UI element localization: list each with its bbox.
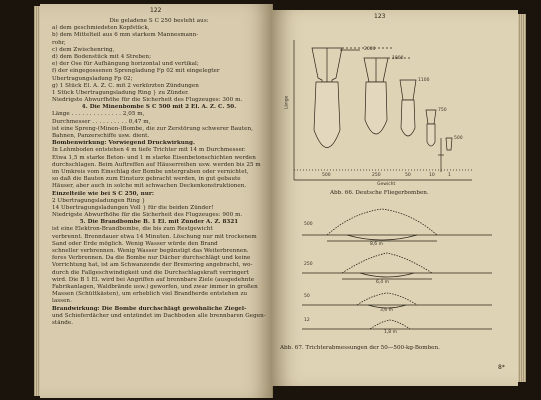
text-line: im Umkreis vom Einschlag der Bombe untergraben oder vernichtet, bbox=[52, 168, 249, 175]
text-line: lassen. bbox=[52, 298, 72, 305]
text-line: verbrennt. Brenndauer etwa 14 Minuten. Löschung nur mit trockenem bbox=[52, 233, 257, 240]
text-line: feres Verbrennen. Da die Bombe nur Dächer durchschlägt und keine bbox=[52, 255, 251, 262]
fig66-axis-weight: Gewicht bbox=[377, 182, 396, 187]
text-line: rohr, bbox=[52, 39, 66, 46]
left-page-number: 122 bbox=[150, 7, 162, 14]
bomb-50-drawing bbox=[400, 80, 416, 136]
text-line: stände. bbox=[52, 319, 74, 326]
text-line: Niedrigste Abwurfhöhe für die Sicherheit des Flugzeuges: 900 m. bbox=[52, 212, 243, 219]
text-line: ist eine Elektron-Brandbombe, die bis zum Restgewicht bbox=[52, 226, 213, 233]
text-line: wird. Die B 1 El. wird bei Angriffen auf brennbare Ziele (ausgedehnte bbox=[52, 276, 255, 283]
crater-250 bbox=[302, 253, 492, 277]
crater-width-500: 8,6 m bbox=[370, 242, 383, 247]
text-line: Häuser, aber auch in solche mit schwachen Deckenkonstruktionen. bbox=[52, 183, 247, 190]
text-line: 4. Die Minenbombe S C 500 mit 2 El. A. Z. C. 50. bbox=[81, 104, 237, 111]
crater-500 bbox=[302, 209, 492, 240]
right-page bbox=[272, 10, 518, 386]
text-line: ist eine Spreng-(Minen-)Bombe, die zur Zerstörung schwerer Bauten, bbox=[52, 125, 253, 132]
text-line: und Schieferdächer und entzündet im Dachboden alle brennbaren Gegen- bbox=[52, 312, 266, 319]
bomb-1-drawing bbox=[438, 138, 452, 172]
crater-width-12: 1,8 m bbox=[384, 330, 397, 335]
text-line: e) der Öse für Aufhängung horizontal und vertikal; bbox=[52, 61, 199, 68]
fig66-length-1800: 1800 bbox=[392, 56, 404, 61]
left-page-text bbox=[52, 18, 266, 327]
text-line: Übertragungsladung Fp 02; bbox=[52, 75, 133, 82]
bomb-10-drawing bbox=[426, 110, 436, 146]
fig66-weight-50: 50 bbox=[405, 173, 411, 178]
text-line: durchschlagen. Beim Auftreffen auf Häuserreihen usw. werden bis 25 m bbox=[52, 161, 261, 168]
text-line: b) dem Mittelteil aus 6 mm starkem Mannesmann- bbox=[52, 32, 199, 39]
crater-12 bbox=[302, 320, 492, 329]
text-line: Massen (Schüttkästen), um erheblich viel Brandherde entstehen zu bbox=[52, 291, 248, 298]
fig66-length-1100: 1100 bbox=[418, 78, 430, 83]
crater-label-500: 500 bbox=[304, 222, 313, 227]
text-line: Bombenwirkung: Vorwiegend Druckwirkung. bbox=[52, 140, 195, 147]
right-page-number: 123 bbox=[374, 13, 386, 20]
left-page bbox=[40, 4, 273, 398]
text-line: f) der eingegossenen Sprengladung Fp 02 mit eingelegter bbox=[52, 68, 220, 75]
bomb-250-drawing bbox=[364, 58, 388, 134]
text-line: Die geladene S C 250 besteht aus: bbox=[109, 18, 209, 24]
text-line: Fabrikanlagen, Waldbrände usw.) geworfen, und zwar immer in großen bbox=[52, 283, 258, 290]
bomb-500-drawing bbox=[312, 48, 360, 148]
text-line: Brandwirkung: Die Bombe durchschlägt gewöhnliche Ziegel- bbox=[52, 305, 247, 312]
figure-67-caption: Abb. 67. Trichterabmessungen der 50—500-kg-Bomben. bbox=[280, 345, 440, 351]
crater-label-250: 250 bbox=[304, 262, 313, 267]
text-line: 2 Übertragungsladungen Ring } bbox=[52, 197, 146, 204]
text-line: c) dem Zwischenring, bbox=[52, 46, 115, 53]
footer-mark: 8* bbox=[498, 364, 505, 371]
text-line: Vorrichtung hat, ist am Schwanzende der Bremsring angebracht, wo- bbox=[52, 262, 253, 269]
fig66-axis-length: Länge bbox=[284, 95, 290, 110]
right-page-edge bbox=[518, 14, 526, 382]
text-line: d) dem Bodenstück mit 4 Streben; bbox=[52, 53, 152, 60]
text-line: In Lehmboden entstehen 4 m tiefe Trichter mit 14 m Durchmesser. bbox=[52, 147, 246, 154]
crater-label-12: 12 bbox=[304, 318, 310, 323]
fig66-length-2000: 2000 bbox=[364, 47, 376, 52]
text-line: Niedrigste Abwurfhöhe für die Sicherheit des Flugzeuges: 300 m. bbox=[52, 97, 243, 104]
crater-width-250: 6,4 m bbox=[376, 280, 389, 285]
text-line: a) dem geschmiedeten Kopfstück, bbox=[52, 25, 150, 32]
fig66-weight-250: 250 bbox=[372, 173, 381, 178]
text-line: 1 Stück Übertragungsladung Ring } zu Zünder. bbox=[52, 89, 190, 96]
fig66-length-500: 500 bbox=[454, 136, 463, 141]
text-line: durch die Fallgeschwindigkeit und die Durchschlagskraft verringert bbox=[52, 269, 249, 276]
text-line: Bahnen, Panzerschiffe usw. dient. bbox=[52, 133, 150, 139]
text-line: Etwa 1,5 m starke Beton- und 1 m starke Eisenbetonschichten werden bbox=[52, 154, 256, 161]
crater-width-50: 3,6 m bbox=[380, 308, 393, 313]
fig66-weight-10: 10 bbox=[429, 173, 435, 178]
fig66-weight-500: 500 bbox=[322, 173, 331, 178]
text-line: 5. Die Brandbombe B. 1 El. mit Zünder A. Z. 8321 bbox=[79, 219, 239, 226]
text-line: so daß die Bauten zum Einsturz gebracht werden, in gut gebaute bbox=[52, 176, 241, 183]
text-line: Sand oder Erde möglich. Wenig Wasser würde den Brand bbox=[52, 240, 218, 247]
fig66-weight-1: 1 bbox=[448, 173, 451, 178]
text-line: schneller verbrennen. Wenig Wasser begünstigt das Weiterbrennen. bbox=[52, 248, 249, 254]
text-line: g) 1 Stück El. A. Z. C. mit 2 verkürzten Zündungen bbox=[52, 82, 199, 89]
crater-50 bbox=[302, 293, 492, 308]
text-line: 14 Übertragungsladungen Voll } für die beiden Zünder! bbox=[52, 204, 214, 211]
figure-66-caption: Abb. 66. Deutsche Fliegerbomben. bbox=[330, 190, 429, 196]
text-line: Länge . . . . . . . . . . . . . . 2,05 m, bbox=[52, 111, 145, 118]
text-line: Einzelteile wie bei S C 250, nur: bbox=[52, 190, 154, 197]
crater-label-50: 50 bbox=[304, 294, 310, 299]
text-line: Durchmesser . . . . . . . . . . 0,47 m, bbox=[52, 118, 151, 125]
fig66-length-750: 750 bbox=[438, 108, 447, 113]
